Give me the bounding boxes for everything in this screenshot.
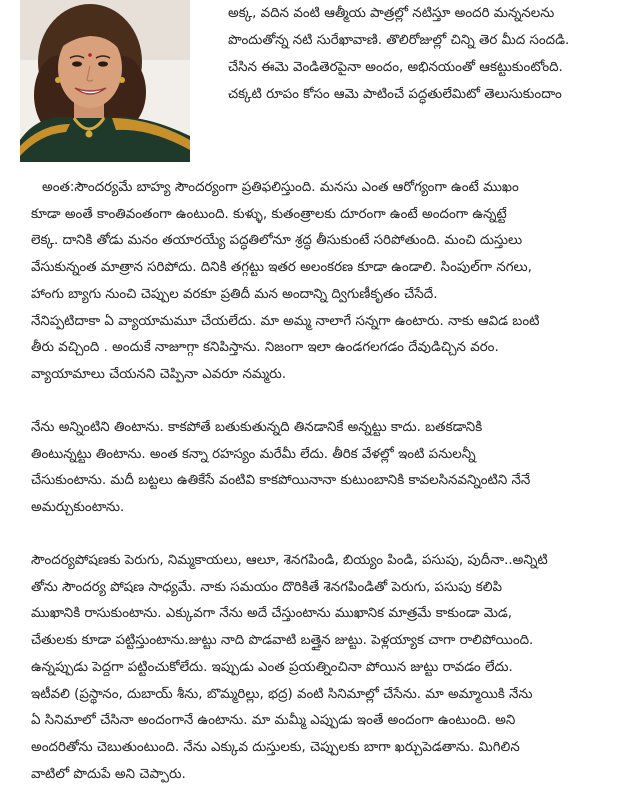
paragraph-line: లెక్క. దానికి తోడు మనం తయారయ్యే పద్ధతిలోనూ శ్రద్ధ తీసుకుంటే సరిపోతుంది. మంచి దుస్తులు	[31, 233, 523, 249]
intro-line: చేసిన ఈమె వెండితెరపైనా అందం, అభినయంతో ఆకట్టుకుంటోంది.	[228, 60, 563, 75]
paragraph-beauty	[31, 175, 627, 389]
intro-line: చక్కటి రూపం కోసం ఆమె పాటించే పద్ధతులేమిటో తెలుసుకుందాం	[228, 87, 562, 102]
portrait-photo	[20, 0, 190, 162]
paragraph-line: నేనిప్పటిదాకా ఏ వ్యాయామమూ చేయలేదు. మా అమ్మ నాలాగే సన్నగా ఉంటారు. నాకు ఆవిడ బంటి	[31, 313, 540, 329]
paragraph-line: కూడా అంతే కాంతివంతంగా ఉంటుంది. కుళ్ళు, కుతంత్రాలకు దూరంగా ఉంటే అందంగా ఉన్నట్టే	[31, 206, 507, 222]
paragraph-line: తోను సౌందర్య పోషణ సాధ్యమే. నాకు సమయం దొరికితే శెనగపిండితో పెరుగు, పసుపు కలిపి	[31, 579, 503, 595]
paragraph-food	[31, 415, 627, 522]
paragraph-line: ఏ సినిమాలో చేసినా అందంగానే ఉంటాను. మా మమ్మీ ఎప్పుడు ఇంతే అందంగా ఉంటుంది. అని	[31, 713, 516, 729]
paragraph-line: అందరితోను చెబుతుంటుంది. నేను ఎక్కువ దుస్తులకు, చెప్పులకు బాగా ఖర్చుపెడతాను. మిగిలిన	[31, 739, 520, 755]
paragraph-line: సౌందర్యపోషణకు పెరుగు, నిమ్మకాయలు, ఆలూ, శెనగపిండి, బియ్యం పిండి, పసుపు, పుదీనా..అన్నిటి	[31, 553, 548, 568]
intro-line: పొందుతోన్న నటి సురేఖావాణి. తొలిరోజుల్లో చిన్ని తెర మీద సందడి.	[228, 33, 570, 48]
paragraph-line: హాంగు బ్యాగు నుంచి చెప్పుల వరకూ ప్రతిదీ మన అందాన్ని ద్విగుణీకృతం చేసేదే.	[31, 286, 438, 302]
portrait-illustration	[20, 0, 190, 162]
paragraph-line: తీరు వచ్చింది . అందుకే నాజూగ్గా కనిపిస్తాను. నిజంగా ఇలా ఉండగలగడం దేవుడిచ్చిన వరం.	[31, 340, 499, 356]
paragraph-line: వేసుకున్నంత మాత్రాన సరిపోదు. దినికి తగ్గట్టు ఇతర అలంకరణ కూడా ఉండాలి. సింపుల్‌గా నగలు,	[31, 260, 532, 276]
intro-line: అక్క, వదిన వంటి ఆత్మీయ పాత్రల్లో నటిస్తూ అందరి మన్ననలను	[228, 6, 555, 21]
paragraph-line: ఉన్నప్పుడు పెద్దగా పట్టించుకోలేదు. ఇప్పుడు ఎంత ప్రయత్నించినా పోయిన జుట్టు రావడం లేదు.	[31, 659, 513, 675]
paragraph-beauty-care	[31, 548, 627, 788]
paragraph-line: ముఖానికి రాసుకుంటాను. ఎక్కువగా నేను అదే చేస్తుంటాను ముఖానిక మాత్రమే కాకుండా మెడ,	[31, 606, 513, 622]
paragraph-line: వాటిలో పొదుపే అని చెప్పారు.	[31, 766, 186, 782]
paragraph-line: నేను అన్నింటిని తింటాను. కాకపోతే బతుకుతున్నది తినడానికే అన్నట్టు కాదు. బతకడానికి	[31, 420, 483, 435]
paragraph-line: చేతులకు కూడా పట్టిస్తుంటాను.జుట్టు నాది పొడవాటి బత్తైన జుట్టు. పెళ్లయ్యాక చాగా రాలిపోయింది.	[31, 633, 534, 649]
paragraph-line: తింటున్నట్టు తింటాను. అంత కన్నా రహస్యం మరేమీ లేదు. తీరిక వేళల్లో ఇంటి పనులన్నీ	[31, 446, 476, 462]
paragraph-line: చేసుకుంటాను. మదీ బట్టలు ఉతికేసే వంటివి కాకపోయినానా కుటుంబానికి కావలసినవన్నింటిని నేనే	[31, 473, 531, 489]
paragraph-line: అమర్చుకుంటాను.	[31, 500, 125, 516]
paragraph-line: వ్యాయామాలు చేయనని చెప్పినా ఎవరూ నమ్మరు.	[31, 366, 287, 382]
paragraph-line: ఇటీవలి (ప్రస్థానం, దుబాయ్ శీను, బొమ్మరిల్లు, భద్ర) వంటి సినిమాల్లో చేసేను. మా అమ్మాయికి నేను	[31, 686, 533, 702]
paragraph-line: అంత:సౌందర్యమే బాహ్య సౌందర్యంగా ప్రతిఫలిస్తుంది. మనసు ఎంత ఆరోగ్యంగా ఉంటే ముఖం	[42, 180, 519, 195]
intro-text	[228, 0, 628, 108]
